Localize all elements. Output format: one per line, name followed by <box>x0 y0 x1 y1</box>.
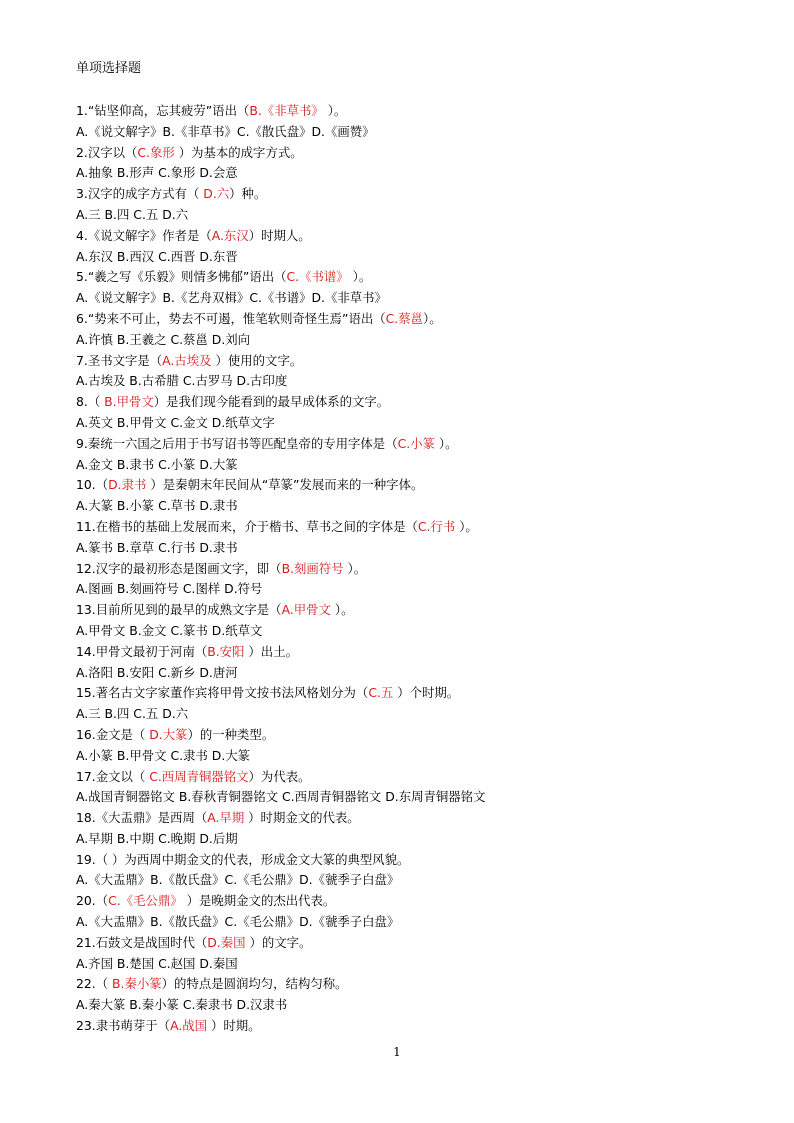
question-options: A.洛阳 B.安阳 C.新乡 D.唐河 <box>76 664 238 680</box>
answer-text: D.隶书 <box>108 477 147 493</box>
question-text-tail: ）的一种类型。 <box>187 726 275 742</box>
question-text: 21.石鼓文是战国时代（ <box>76 934 208 950</box>
question-text-tail: ）的特点是圆润均匀，结构匀称。 <box>161 976 348 992</box>
question-text: 11.在楷书的基础上发展而来，介于楷书、草书之间的字体是（ <box>76 518 418 534</box>
question-text-tail: ）是秦朝末年民间从“草篆”发展而来的一种字体。 <box>146 477 424 493</box>
answer-text: C.行书 <box>417 518 456 534</box>
question-text-tail: ）。 <box>455 518 478 534</box>
answer-text: C.《书谱》 <box>286 269 349 285</box>
answer-text: A.甲骨文 <box>281 602 331 618</box>
question-options: A.图画 B.刻画符号 C.图样 D.符号 <box>76 581 263 597</box>
question-options: A.许慎 B.王羲之 C.蔡邕 D.刘向 <box>76 331 251 347</box>
question-text: 23.隶书萌芽于（ <box>76 1018 171 1034</box>
question-text-tail: ）为西周中期金文的代表，形成金文大篆的典型风貌。 <box>112 851 410 867</box>
question-options: A.《说文解字》B.《非草书》C.《散氏盘》D.《画赞》 <box>76 123 375 139</box>
question-text-tail: ）使用的文字。 <box>211 352 303 368</box>
question-text-tail: ）是我们现今能看到的最早成体系的文字。 <box>153 394 390 410</box>
question-options: A.金文 B.隶书 C.小篆 D.大篆 <box>76 456 238 472</box>
question-stem <box>76 184 776 205</box>
question-stem <box>76 267 776 288</box>
question-text: 4.《说文解字》作者是（ <box>76 227 212 243</box>
question-options: A.抽象 B.形声 C.象形 D.会意 <box>76 165 238 181</box>
question-options: A.三 B.四 C.五 D.六 <box>76 206 189 222</box>
question-stem <box>76 974 776 995</box>
answer-text: A.早期 <box>207 810 245 826</box>
question-stem <box>76 434 776 455</box>
question-stem <box>76 559 776 580</box>
answer-text: C.西周青铜器铭文 <box>149 768 249 784</box>
question-text-tail: ）出土。 <box>244 643 298 659</box>
question-stem <box>76 600 776 621</box>
question-text: 13.目前所见到的最早的成熟文字是（ <box>76 602 282 618</box>
question-stem <box>76 933 776 954</box>
question-stem <box>76 808 776 829</box>
question-text-tail: ）时期人。 <box>248 227 311 243</box>
question-text: 16.金文是（ <box>76 726 150 742</box>
question-options: A.齐国 B.楚国 C.赵国 D.秦国 <box>76 955 238 971</box>
question-text-tail: ）。 <box>434 435 458 451</box>
question-stem <box>76 642 776 663</box>
answer-text: B.甲骨文 <box>104 394 154 410</box>
question-text-tail: ）。 <box>330 602 354 618</box>
answer-text: D.秦国 <box>207 934 246 950</box>
question-text: 20.（ <box>76 893 109 909</box>
question-options: A.英文 B.甲骨文 C.金文 D.纸草文字 <box>76 414 275 430</box>
question-text-tail: ）。 <box>423 310 442 326</box>
page-number: 1 <box>393 1045 401 1059</box>
question-text-tail: ）个时期。 <box>393 685 460 701</box>
question-text-tail: ）。 <box>343 560 367 576</box>
answer-text: C.五 <box>368 685 394 701</box>
question-options: A.《大盂鼎》B.《散氏盘》C.《毛公鼎》D.《虢季子白盘》 <box>76 872 400 888</box>
answer-text: C.象形 <box>137 144 175 160</box>
question-text-tail: ）的文字。 <box>245 934 312 950</box>
question-stem <box>76 101 776 122</box>
question-text: 22.（ <box>76 976 113 992</box>
question-stem <box>76 309 776 330</box>
question-options: A.三 B.四 C.五 D.六 <box>76 706 189 722</box>
question-text: 7.圣书文字是（ <box>76 352 163 368</box>
question-stem <box>76 351 776 372</box>
answer-text: C.《毛公鼎》 <box>108 893 183 909</box>
question-text-tail: ）。 <box>323 103 347 118</box>
question-text: 15.著名古文字家董作宾将甲骨文按书法风格划分为（ <box>76 685 369 701</box>
question-text: 19.（ <box>76 851 113 867</box>
question-text: 6.“势来不可止，势去不可遏，惟笔软则奇怪生焉”语出（ <box>76 310 386 326</box>
question-text-tail: ）时期金文的代表。 <box>244 810 360 826</box>
question-text: 10.（ <box>76 477 109 493</box>
question-stem <box>76 226 776 247</box>
question-text-tail: ）。 <box>348 269 372 285</box>
question-text: 2.汉字以（ <box>76 144 138 160</box>
answer-text: D.大篆 <box>149 726 188 742</box>
question-options: A.《大盂鼎》B.《散氏盘》C.《毛公鼎》D.《虢季子白盘》 <box>76 914 400 930</box>
question-stem <box>76 1016 776 1037</box>
question-options: A.《说文解字》B.《艺舟双楫》C.《书谱》D.《非草书》 <box>76 290 387 306</box>
question-stem <box>76 850 776 871</box>
question-stem <box>76 891 776 912</box>
question-text: 3.汉字的成字方式有（ <box>76 186 204 202</box>
question-options: A.战国青铜器铭文 B.春秋青铜器铭文 C.西周青铜器铭文 D.东周青铜器铭文 <box>76 789 486 805</box>
question-options: A.东汉 B.西汉 C.西晋 D.东晋 <box>76 248 238 264</box>
question-text: 1.“钻坚仰高，忘其疲劳”语出（ <box>76 103 250 118</box>
question-options: A.秦大篆 B.秦小篆 C.秦隶书 D.汉隶书 <box>76 997 288 1013</box>
question-text: 14.甲骨文最初于河南（ <box>76 643 208 659</box>
answer-text: A.东汉 <box>211 227 249 243</box>
page-title: 单项选择题 <box>76 61 142 76</box>
answer-text: B.刻画符号 <box>281 560 344 576</box>
answer-text: B.《非草书》 <box>249 103 324 118</box>
answer-text: A.战国 <box>170 1018 208 1034</box>
question-options: A.小篆 B.甲骨文 C.隶书 D.大篆 <box>76 747 251 763</box>
question-text-tail: ）种。 <box>229 186 267 202</box>
question-stem <box>76 392 776 413</box>
question-text: 17.金文以（ <box>76 768 150 784</box>
answer-text: D.六 <box>203 186 230 202</box>
answer-text: B.安阳 <box>207 643 245 659</box>
answer-text: B.秦小篆 <box>112 976 162 992</box>
question-text-tail: ）为代表。 <box>248 768 311 784</box>
question-stem <box>76 683 776 704</box>
answer-text: C.小篆 <box>397 435 435 451</box>
question-list <box>76 101 776 1037</box>
question-stem <box>76 725 776 746</box>
question-text-tail: ）为基本的成字方式。 <box>174 144 303 160</box>
answer-text: A.古埃及 <box>162 352 212 368</box>
question-stem <box>76 517 776 538</box>
question-text: 12.汉字的最初形态是图画文字，即（ <box>76 560 282 576</box>
question-text: 8.（ <box>76 394 105 410</box>
question-text: 18.《大盂鼎》是西周（ <box>76 810 208 826</box>
question-options: A.大篆 B.小篆 C.草书 D.隶书 <box>76 498 238 514</box>
question-text-tail: ）时期。 <box>207 1018 261 1034</box>
question-text: 9.秦统一六国之后用于书写诏书等匹配皇帝的专用字体是（ <box>76 435 398 451</box>
question-options: A.篆书 B.章草 C.行书 D.隶书 <box>76 539 238 555</box>
question-text-tail: ）是晚期金文的杰出代表。 <box>182 893 336 909</box>
question-text: 5.“羲之写《乐毅》则情多怫郁”语出（ <box>76 269 287 285</box>
question-stem <box>76 475 776 496</box>
question-options: A.甲骨文 B.金文 C.篆书 D.纸草文 <box>76 622 263 638</box>
question-stem <box>76 767 776 788</box>
question-stem <box>76 143 776 164</box>
question-options: A.古埃及 B.古希腊 C.古罗马 D.古印度 <box>76 373 288 389</box>
question-options: A.早期 B.中期 C.晚期 D.后期 <box>76 830 238 846</box>
answer-text: C.蔡邕 <box>385 310 424 326</box>
